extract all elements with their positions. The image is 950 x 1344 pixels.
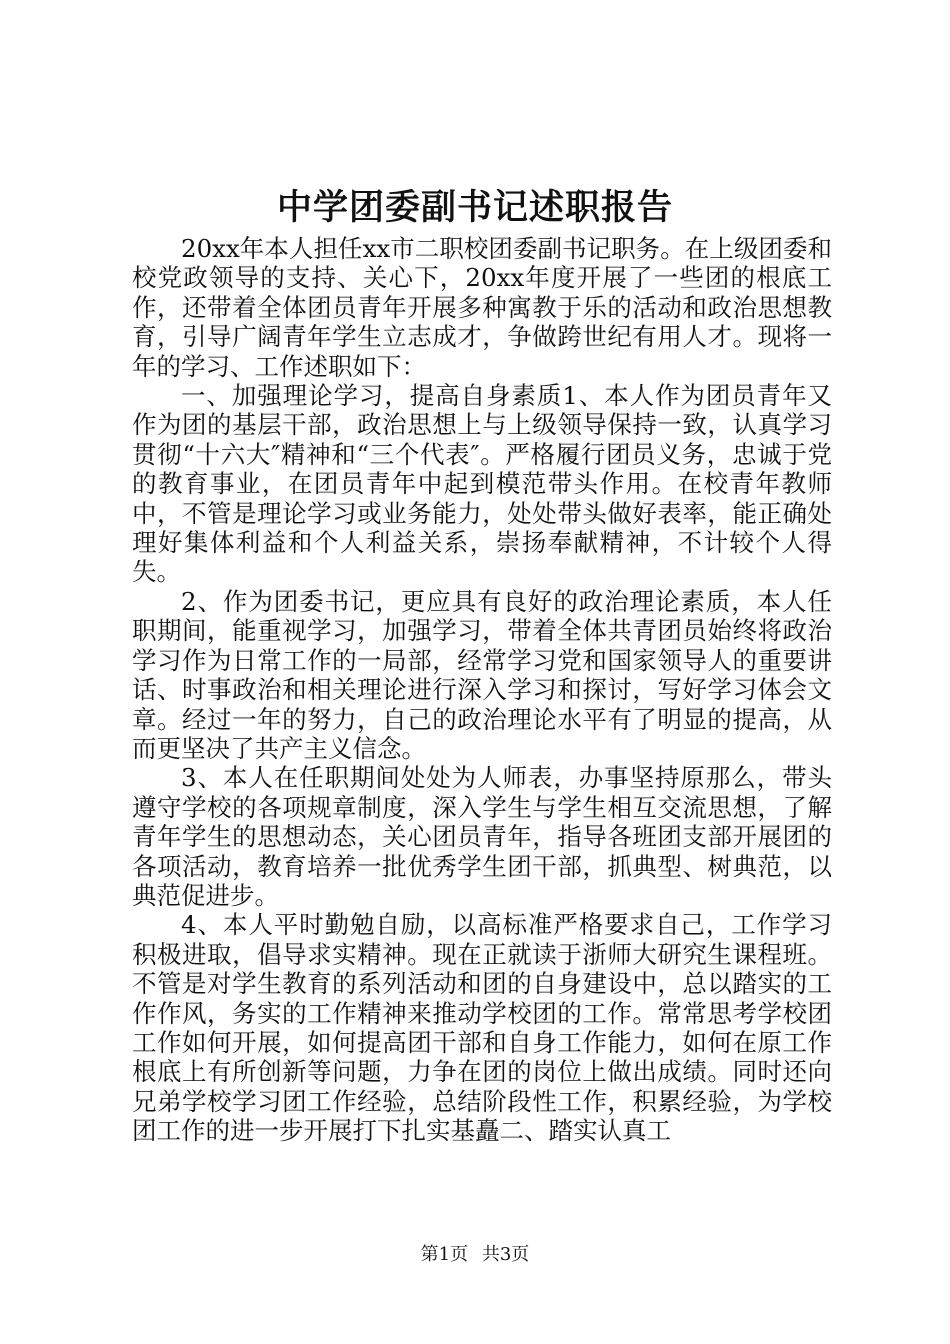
page-total: 共3页 xyxy=(481,1244,530,1265)
paragraph-item-4: 4、本人平时勤勉自励，以高标准严格要求自己，工作学习积极进取，倡导求实精神。现在正就读于浙师大研究生课程班。不管是对学生教育的系列活动和团的自身建设中，总以踏实的工作作风，务实的工作精神来推动学校团的工作。常常思考学校团工作如何开展，如何提高团干部和自身工作能力，如何在原工作根底上有所创新等问题，力争在团的岗位上做出成绩。同时还向兄弟学校学习团工作经验，总结阶段性工作，积累经验，为学校团工作的进一步开展打下扎实基矗二、踏实认真工 xyxy=(132,910,832,1146)
document-body xyxy=(132,234,832,1146)
paragraph-section-1: 一、加强理论学习，提高自身素质1、本人作为团员青年又作为团的基层干部，政治思想上与上级领导保持一致，认真学习贯彻“十六大″精神和“三个代表″。严格履行团员义务，忠诚于党的教育事业，在团员青年中起到模范带头作用。在校青年教师中，不管是理论学习或业务能力，处处带头做好表率，能正确处理好集体利益和个人利益关系，崇扬奉献精神，不计较个人得失。 xyxy=(132,381,832,587)
page-footer xyxy=(0,1244,950,1266)
document-title: 中学团委副书记述职报告 xyxy=(276,187,673,228)
page-number: 第1页 xyxy=(420,1244,469,1265)
paragraph-item-3: 3、本人在任职期间处处为人师表，办事坚持原那么，带头遵守学校的各项规章制度，深入学生与学生相互交流思想，了解青年学生的思想动态，关心团员青年，指导各班团支部开展团的各项活动，教育培养一批优秀学生团干部，抓典型、树典范，以典范促进步。 xyxy=(132,763,832,910)
paragraph-intro: 20xx年本人担任xx市二职校团委副书记职务。在上级团委和校党政领导的支持、关心下，20xx年度开展了一些团的根底工作，还带着全体团员青年开展多种寓教于乐的活动和政治思想教育，引导广阔青年学生立志成才，争做跨世纪有用人才。现将一年的学习、工作述职如下： xyxy=(132,234,832,381)
paragraph-item-2: 2、作为团委书记，更应具有良好的政治理论素质，本人任职期间，能重视学习，加强学习，带着全体共青团员始终将政治学习作为日常工作的一局部，经常学习党和国家领导人的重要讲话、时事政治和相关理论进行深入学习和探讨，写好学习体会文章。经过一年的努力，自己的政治理论水平有了明显的提高，从而更坚决了共产主义信念。 xyxy=(132,586,832,763)
